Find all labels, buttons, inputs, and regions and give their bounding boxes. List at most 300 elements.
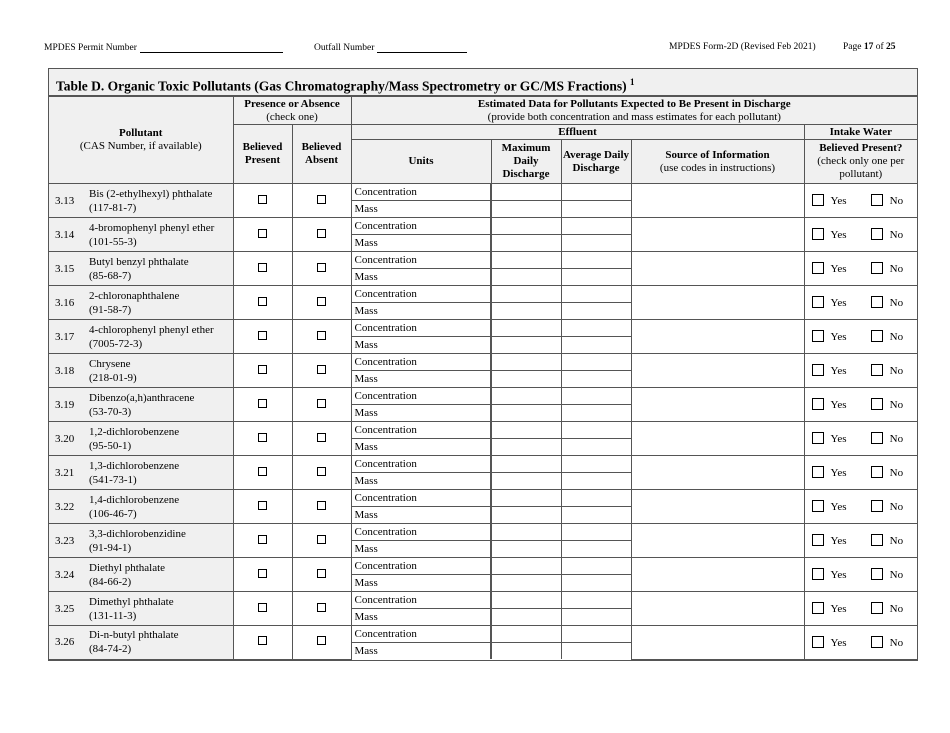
intake-present-cell xyxy=(804,388,917,422)
pollutant-name: Chrysene xyxy=(89,357,131,370)
believed-present-checkbox[interactable] xyxy=(258,399,267,408)
page-of: of xyxy=(875,42,884,52)
no-checkbox[interactable] xyxy=(871,466,883,478)
believed-present-checkbox[interactable] xyxy=(258,636,267,645)
yes-checkbox[interactable] xyxy=(812,194,824,206)
unit-mass: Mass xyxy=(351,507,491,524)
avg-daily-concentration-input[interactable] xyxy=(561,456,631,473)
no-checkbox[interactable] xyxy=(871,228,883,240)
max-daily-mass-input[interactable] xyxy=(491,643,561,660)
intake-present-cell xyxy=(804,252,917,286)
believed-present-q-header xyxy=(804,140,917,184)
max-daily-mass-input[interactable] xyxy=(491,235,561,252)
pollutant-cas: (85-68-7) xyxy=(89,269,132,282)
intake-water-header xyxy=(804,125,917,140)
yes-label: Yes xyxy=(830,229,847,241)
avg-daily-concentration-input[interactable] xyxy=(561,592,631,609)
max-daily-concentration-input[interactable] xyxy=(491,252,561,269)
avg-daily-mass-input[interactable] xyxy=(561,235,631,252)
pollutant-name-cell xyxy=(87,592,233,626)
yes-option[interactable] xyxy=(812,364,847,377)
unit-concentration: Concentration xyxy=(351,218,491,235)
source-info-input[interactable] xyxy=(631,456,804,490)
pollutant-cas: (91-94-1) xyxy=(89,541,132,554)
max-daily-mass-input[interactable] xyxy=(491,303,561,320)
believed-absent-header-label: Believed Absent xyxy=(301,141,342,166)
yes-option[interactable] xyxy=(812,194,847,207)
believed-absent-cell xyxy=(292,490,351,524)
avg-daily-mass-input[interactable] xyxy=(561,507,631,524)
yes-option[interactable] xyxy=(812,534,847,547)
no-checkbox[interactable] xyxy=(871,602,883,614)
no-checkbox[interactable] xyxy=(871,636,883,648)
max-daily-mass-input[interactable] xyxy=(491,405,561,422)
believed-present-header-label: Believed Present xyxy=(242,141,283,166)
intake-present-cell xyxy=(804,286,917,320)
outfall-number-input[interactable] xyxy=(377,42,467,53)
yes-option[interactable] xyxy=(812,568,847,581)
source-info-input[interactable] xyxy=(631,286,804,320)
max-daily-concentration-input[interactable] xyxy=(491,286,561,303)
yes-option[interactable] xyxy=(812,296,847,309)
pollutant-name: 1,2-dichlorobenzene xyxy=(89,425,180,438)
avg-daily-header xyxy=(561,140,631,184)
max-daily-mass-input[interactable] xyxy=(491,609,561,626)
believed-absent-checkbox[interactable] xyxy=(317,603,326,612)
avg-daily-mass-input[interactable] xyxy=(561,473,631,490)
unit-concentration: Concentration xyxy=(351,490,491,507)
avg-daily-mass-input[interactable] xyxy=(561,439,631,456)
source-info-input[interactable] xyxy=(631,184,804,218)
avg-daily-concentration-input[interactable] xyxy=(561,286,631,303)
avg-daily-concentration-input[interactable] xyxy=(561,218,631,235)
pollutant-header-label: Pollutant xyxy=(119,127,163,139)
no-checkbox[interactable] xyxy=(871,398,883,410)
max-daily-concentration-input[interactable] xyxy=(491,456,561,473)
unit-mass: Mass xyxy=(351,337,491,354)
believed-absent-checkbox[interactable] xyxy=(317,365,326,374)
no-option[interactable] xyxy=(871,194,903,207)
yes-label: Yes xyxy=(830,365,847,377)
table-row xyxy=(49,354,917,371)
avg-daily-concentration-input[interactable] xyxy=(561,320,631,337)
intake-present-cell xyxy=(804,626,917,660)
believed-absent-checkbox[interactable] xyxy=(317,195,326,204)
believed-absent-cell xyxy=(292,592,351,626)
avg-daily-mass-input[interactable] xyxy=(561,609,631,626)
believed-absent-cell xyxy=(292,626,351,660)
outfall-number-label: Outfall Number xyxy=(314,43,375,53)
believed-absent-checkbox[interactable] xyxy=(317,331,326,340)
yes-checkbox[interactable] xyxy=(812,568,824,580)
no-label: No xyxy=(889,297,904,309)
presence-header-label: Presence or Absence xyxy=(244,97,340,110)
yes-label: Yes xyxy=(830,535,847,547)
no-option[interactable] xyxy=(871,500,903,513)
yes-option[interactable] xyxy=(812,500,847,513)
no-label: No xyxy=(889,365,904,377)
no-option[interactable] xyxy=(871,568,903,581)
no-checkbox[interactable] xyxy=(871,262,883,274)
page-total: 25 xyxy=(886,42,896,52)
yes-option[interactable] xyxy=(812,330,847,343)
pollutant-number: 3.26 xyxy=(49,626,87,660)
yes-option[interactable] xyxy=(812,466,847,479)
page-header xyxy=(0,42,950,56)
no-checkbox[interactable] xyxy=(871,194,883,206)
no-option[interactable] xyxy=(871,466,903,479)
pollutant-number: 3.20 xyxy=(49,422,87,456)
max-daily-concentration-input[interactable] xyxy=(491,422,561,439)
intake-present-cell xyxy=(804,524,917,558)
yes-checkbox[interactable] xyxy=(812,466,824,478)
estimated-data-header xyxy=(351,97,917,125)
title-footnote: 1 xyxy=(630,77,635,87)
pollutant-cas: (91-58-7) xyxy=(89,303,132,316)
believed-absent-cell xyxy=(292,388,351,422)
max-daily-concentration-input[interactable] xyxy=(491,490,561,507)
pollutant-number: 3.25 xyxy=(49,592,87,626)
yes-checkbox[interactable] xyxy=(812,500,824,512)
intake-present-cell xyxy=(804,218,917,252)
unit-mass: Mass xyxy=(351,405,491,422)
pollutant-name: 1,3-dichlorobenzene xyxy=(89,459,180,472)
believed-present-cell xyxy=(233,490,292,524)
believed-absent-cell xyxy=(292,422,351,456)
source-info-input[interactable] xyxy=(631,592,804,626)
no-label: No xyxy=(889,229,904,241)
pollutant-number: 3.24 xyxy=(49,558,87,592)
source-info-input[interactable] xyxy=(631,490,804,524)
max-daily-mass-input[interactable] xyxy=(491,541,561,558)
unit-mass: Mass xyxy=(351,609,491,626)
yes-option[interactable] xyxy=(812,602,847,615)
no-checkbox[interactable] xyxy=(871,568,883,580)
max-daily-concentration-input[interactable] xyxy=(491,388,561,405)
avg-daily-concentration-input[interactable] xyxy=(561,354,631,371)
no-label: No xyxy=(889,501,904,513)
unit-mass: Mass xyxy=(351,269,491,286)
unit-concentration: Concentration xyxy=(351,558,491,575)
unit-mass: Mass xyxy=(351,439,491,456)
believed-present-checkbox[interactable] xyxy=(258,195,267,204)
no-option[interactable] xyxy=(871,398,903,411)
yes-checkbox[interactable] xyxy=(812,432,824,444)
yes-checkbox[interactable] xyxy=(812,330,824,342)
source-info-input[interactable] xyxy=(631,320,804,354)
believed-present-checkbox[interactable] xyxy=(258,297,267,306)
pollutant-number: 3.19 xyxy=(49,388,87,422)
believed-present-cell xyxy=(233,456,292,490)
believed-present-checkbox[interactable] xyxy=(258,365,267,374)
pollutant-cas: (84-74-2) xyxy=(89,643,132,656)
estimated-header-sub: (provide both concentration and mass estimates for each pollutant) xyxy=(487,110,781,123)
table-row xyxy=(49,252,917,269)
yes-checkbox[interactable] xyxy=(812,534,824,546)
believed-present-cell xyxy=(233,592,292,626)
pollutant-header xyxy=(49,97,233,184)
believed-absent-cell xyxy=(292,184,351,218)
source-info-input[interactable] xyxy=(631,422,804,456)
believed-absent-checkbox[interactable] xyxy=(317,433,326,442)
yes-checkbox[interactable] xyxy=(812,398,824,410)
max-daily-concentration-input[interactable] xyxy=(491,184,561,201)
avg-daily-concentration-input[interactable] xyxy=(561,252,631,269)
avg-daily-concentration-input[interactable] xyxy=(561,388,631,405)
max-daily-mass-input[interactable] xyxy=(491,269,561,286)
pollutant-number: 3.22 xyxy=(49,490,87,524)
believed-present-cell xyxy=(233,422,292,456)
max-daily-mass-input[interactable] xyxy=(491,507,561,524)
permit-number-label: MPDES Permit Number xyxy=(44,43,137,53)
pollutant-number: 3.18 xyxy=(49,354,87,388)
permit-number-field xyxy=(44,42,283,53)
believed-present-cell xyxy=(233,388,292,422)
believed-present-checkbox[interactable] xyxy=(258,467,267,476)
yes-option[interactable] xyxy=(812,636,847,649)
pollutant-number: 3.16 xyxy=(49,286,87,320)
yes-label: Yes xyxy=(830,569,847,581)
max-daily-mass-input[interactable] xyxy=(491,439,561,456)
believed-present-checkbox[interactable] xyxy=(258,501,267,510)
believed-absent-checkbox[interactable] xyxy=(317,467,326,476)
table-row xyxy=(49,388,917,405)
believed-present-checkbox[interactable] xyxy=(258,331,267,340)
no-option[interactable] xyxy=(871,262,903,275)
unit-concentration: Concentration xyxy=(351,286,491,303)
table-row xyxy=(49,184,917,201)
yes-checkbox[interactable] xyxy=(812,364,824,376)
source-info-input[interactable] xyxy=(631,354,804,388)
max-daily-concentration-input[interactable] xyxy=(491,626,561,643)
pollutant-number: 3.23 xyxy=(49,524,87,558)
avg-daily-concentration-input[interactable] xyxy=(561,524,631,541)
yes-label: Yes xyxy=(830,263,847,275)
no-option[interactable] xyxy=(871,432,903,445)
avg-daily-mass-input[interactable] xyxy=(561,405,631,422)
pollutant-number: 3.13 xyxy=(49,184,87,218)
pollutant-cas: (95-50-1) xyxy=(89,439,132,452)
no-option[interactable] xyxy=(871,636,903,649)
max-daily-concentration-input[interactable] xyxy=(491,354,561,371)
max-daily-concentration-input[interactable] xyxy=(491,524,561,541)
believed-present-cell xyxy=(233,286,292,320)
max-daily-concentration-input[interactable] xyxy=(491,218,561,235)
avg-daily-mass-input[interactable] xyxy=(561,541,631,558)
yes-option[interactable] xyxy=(812,398,847,411)
believed-absent-cell xyxy=(292,456,351,490)
no-option[interactable] xyxy=(871,364,903,377)
pollutant-name: Dibenzo(a,h)anthracene xyxy=(89,391,195,404)
yes-option[interactable] xyxy=(812,228,847,241)
max-daily-header xyxy=(491,140,561,184)
max-daily-concentration-input[interactable] xyxy=(491,558,561,575)
yes-label: Yes xyxy=(830,501,847,513)
table-row xyxy=(49,218,917,235)
intake-present-cell xyxy=(804,490,917,524)
unit-mass: Mass xyxy=(351,371,491,388)
max-daily-mass-input[interactable] xyxy=(491,575,561,592)
believed-absent-cell xyxy=(292,558,351,592)
table-title xyxy=(49,69,917,96)
unit-concentration: Concentration xyxy=(351,320,491,337)
believed-absent-checkbox[interactable] xyxy=(317,399,326,408)
believed-absent-cell xyxy=(292,320,351,354)
believed-absent-cell xyxy=(292,218,351,252)
intake-present-cell xyxy=(804,592,917,626)
max-daily-concentration-input[interactable] xyxy=(491,320,561,337)
max-daily-header-label: Maximum Daily Discharge xyxy=(501,142,551,180)
unit-concentration: Concentration xyxy=(351,252,491,269)
no-checkbox[interactable] xyxy=(871,534,883,546)
no-option[interactable] xyxy=(871,228,903,241)
pollutant-name-cell xyxy=(87,422,233,456)
believed-present-checkbox[interactable] xyxy=(258,263,267,272)
no-option[interactable] xyxy=(871,330,903,343)
yes-label: Yes xyxy=(830,331,847,343)
believed-absent-cell xyxy=(292,252,351,286)
pollutant-name: Diethyl phthalate xyxy=(89,561,166,574)
believed-absent-checkbox[interactable] xyxy=(317,501,326,510)
source-info-input[interactable] xyxy=(631,252,804,286)
units-header xyxy=(351,140,491,184)
yes-option[interactable] xyxy=(812,432,847,445)
unit-concentration: Concentration xyxy=(351,354,491,371)
intake-present-cell xyxy=(804,456,917,490)
no-checkbox[interactable] xyxy=(871,296,883,308)
source-info-input[interactable] xyxy=(631,388,804,422)
yes-label: Yes xyxy=(830,195,847,207)
believed-absent-checkbox[interactable] xyxy=(317,569,326,578)
pollutant-name-cell xyxy=(87,558,233,592)
yes-checkbox[interactable] xyxy=(812,602,824,614)
table-row xyxy=(49,320,917,337)
pollutant-name: Dimethyl phthalate xyxy=(89,595,174,608)
pollutant-cas: (117-81-7) xyxy=(89,201,137,214)
avg-daily-concentration-input[interactable] xyxy=(561,558,631,575)
pollutant-name: 1,4-dichlorobenzene xyxy=(89,493,180,506)
avg-daily-mass-input[interactable] xyxy=(561,371,631,388)
no-label: No xyxy=(889,263,904,275)
avg-daily-mass-input[interactable] xyxy=(561,269,631,286)
table-row xyxy=(49,456,917,473)
no-option[interactable] xyxy=(871,296,903,309)
pollutant-cas: (101-55-3) xyxy=(89,235,137,248)
intake-present-cell xyxy=(804,354,917,388)
pollutant-name: 4-bromophenyl phenyl ether xyxy=(89,221,215,234)
yes-checkbox[interactable] xyxy=(812,296,824,308)
unit-concentration: Concentration xyxy=(351,422,491,439)
pollutant-table xyxy=(49,96,917,660)
believed-present-cell xyxy=(233,184,292,218)
avg-daily-concentration-input[interactable] xyxy=(561,626,631,643)
no-checkbox[interactable] xyxy=(871,432,883,444)
unit-mass: Mass xyxy=(351,575,491,592)
table-row xyxy=(49,490,917,507)
source-info-input[interactable] xyxy=(631,218,804,252)
presence-header-sub: (check one) xyxy=(266,110,318,123)
no-label: No xyxy=(889,569,904,581)
believed-present-checkbox[interactable] xyxy=(258,535,267,544)
avg-daily-mass-input[interactable] xyxy=(561,575,631,592)
source-header-label: Source of Information xyxy=(665,148,770,161)
effluent-header-label: Effluent xyxy=(558,125,597,138)
intake-water-header-label: Intake Water xyxy=(829,125,893,138)
source-info-input[interactable] xyxy=(631,558,804,592)
avg-daily-concentration-input[interactable] xyxy=(561,184,631,201)
page-current: 17 xyxy=(863,42,874,52)
no-label: No xyxy=(889,331,904,343)
believed-absent-checkbox[interactable] xyxy=(317,263,326,272)
max-daily-mass-input[interactable] xyxy=(491,337,561,354)
believed-absent-checkbox[interactable] xyxy=(317,636,326,645)
believed-absent-header xyxy=(292,125,351,184)
max-daily-mass-input[interactable] xyxy=(491,473,561,490)
believed-absent-cell xyxy=(292,286,351,320)
table-row xyxy=(49,558,917,575)
intake-present-cell xyxy=(804,184,917,218)
no-option[interactable] xyxy=(871,534,903,547)
believed-absent-checkbox[interactable] xyxy=(317,297,326,306)
source-info-input[interactable] xyxy=(631,626,804,660)
pollutant-name-cell xyxy=(87,320,233,354)
believed-present-cell xyxy=(233,218,292,252)
believed-present-header xyxy=(233,125,292,184)
no-option[interactable] xyxy=(871,602,903,615)
avg-daily-concentration-input[interactable] xyxy=(561,490,631,507)
avg-daily-mass-input[interactable] xyxy=(561,303,631,320)
max-daily-mass-input[interactable] xyxy=(491,371,561,388)
permit-number-input[interactable] xyxy=(140,42,283,53)
no-checkbox[interactable] xyxy=(871,500,883,512)
yes-checkbox[interactable] xyxy=(812,636,824,648)
avg-daily-concentration-input[interactable] xyxy=(561,422,631,439)
believed-absent-cell xyxy=(292,524,351,558)
source-header-sub: (use codes in instructions) xyxy=(659,161,776,174)
yes-checkbox[interactable] xyxy=(812,262,824,274)
pollutant-name: 2-chloronaphthalene xyxy=(89,289,180,302)
pollutant-table-frame xyxy=(48,68,918,661)
believed-present-checkbox[interactable] xyxy=(258,603,267,612)
unit-mass: Mass xyxy=(351,303,491,320)
pollutant-name: Di-n-butyl phthalate xyxy=(89,629,179,642)
yes-label: Yes xyxy=(830,603,847,615)
unit-mass: Mass xyxy=(351,235,491,252)
source-info-input[interactable] xyxy=(631,524,804,558)
believed-absent-checkbox[interactable] xyxy=(317,229,326,238)
avg-daily-mass-input[interactable] xyxy=(561,201,631,218)
avg-daily-mass-input[interactable] xyxy=(561,337,631,354)
believed-present-checkbox[interactable] xyxy=(258,433,267,442)
no-checkbox[interactable] xyxy=(871,364,883,376)
max-daily-mass-input[interactable] xyxy=(491,201,561,218)
believed-present-checkbox[interactable] xyxy=(258,229,267,238)
pollutant-cas: (131-11-3) xyxy=(89,609,137,622)
effluent-header xyxy=(351,125,804,140)
presence-header xyxy=(233,97,351,125)
yes-label: Yes xyxy=(830,636,847,649)
max-daily-concentration-input[interactable] xyxy=(491,592,561,609)
unit-mass: Mass xyxy=(351,541,491,558)
believed-absent-checkbox[interactable] xyxy=(317,535,326,544)
believed-present-checkbox[interactable] xyxy=(258,569,267,578)
avg-daily-mass-input[interactable] xyxy=(561,643,631,660)
no-label: No xyxy=(889,399,904,411)
yes-checkbox[interactable] xyxy=(812,228,824,240)
page-number xyxy=(843,42,896,52)
no-checkbox[interactable] xyxy=(871,330,883,342)
yes-option[interactable] xyxy=(812,262,847,275)
